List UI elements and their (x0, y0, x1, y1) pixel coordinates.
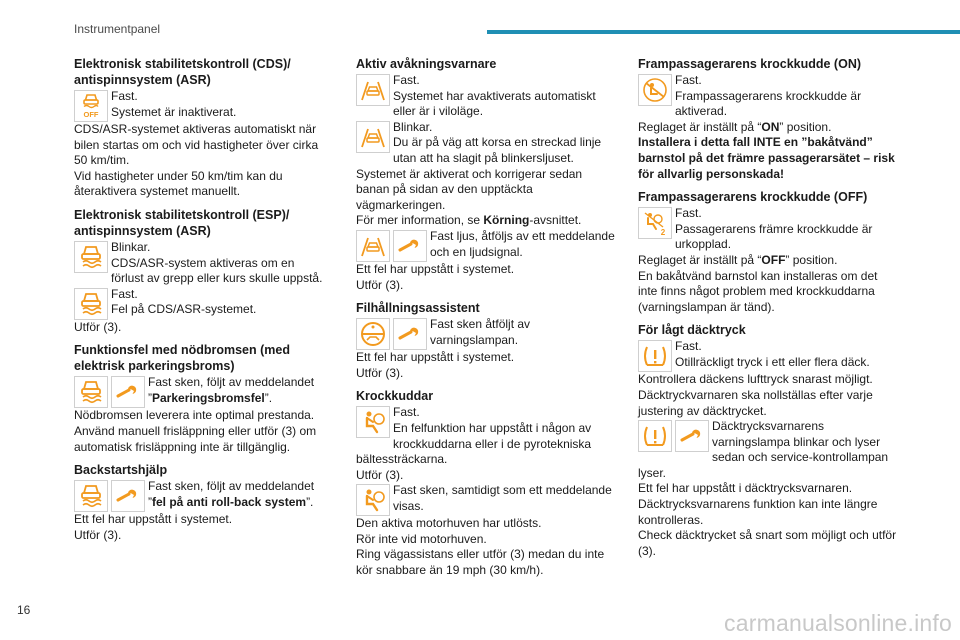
body-text: Utför (3). (356, 365, 404, 380)
section-heading-esp-asr: Elektronisk stabilitetskontroll (ESP)/ antispinnsystem (ASR) (74, 207, 290, 238)
state-text: Fast. (675, 73, 702, 87)
tire-pressure-icon (638, 340, 672, 372)
body-text: Däcktryckvarnaren ska nollställas efter varje justering av däcktrycket. (638, 387, 873, 418)
skid-icon (74, 241, 108, 273)
column-2 (356, 56, 618, 579)
wrench-icon (111, 376, 145, 408)
body-text: Utför (3). (356, 467, 404, 482)
section-heading-emergency-brake: Funktionsfel med nödbromsen (med elektrisk parkeringsbroms) (74, 343, 290, 374)
body-text: Systemet har avaktiverats automatiskt eller är i viloläge. (393, 88, 596, 119)
body-text: Fast ljus, åtföljs av ett meddelande och en ljudsignal. (430, 228, 615, 259)
lane-departure-icon (356, 74, 390, 106)
header-title: Instrumentpanel (74, 22, 161, 36)
body-text: Otillräckligt tryck i ett eller flera däck. (675, 354, 870, 369)
wrench-icon (393, 230, 427, 262)
body-text: Fast sken, följt av meddelandet ”Parkeringsbromsfel”. (148, 375, 315, 405)
body-text: Kontrollera däckens lufttryck snarast möjligt. (638, 372, 873, 387)
section-heading-lane-keeping: Filhållningsassistent (356, 301, 480, 316)
section-heading-lane-departure: Aktiv avåkningsvarnare (356, 57, 497, 71)
body-text: Ett fel har uppstått i systemet. (356, 261, 515, 276)
body-text: Check däcktrycket så snart som möjligt och utför (3). (638, 528, 897, 558)
wrench-icon (675, 420, 709, 452)
body-text: Däcktrycksvarnarens varningslampa blinkar och lyser sedan och service-kontrollampan lyser. (638, 419, 889, 480)
page-number: 16 (17, 603, 31, 617)
body-text: Du är på väg att korsa en streckad linje utan att ha slagit på blinkersljuset. (393, 135, 602, 165)
passenger-airbag-off-icon (638, 207, 672, 239)
skid-icon (74, 480, 108, 512)
state-text: Blinkar. (393, 119, 433, 134)
body-text: Ring vägassistans eller utför (3) medan du inte kör snabbare än 19 mph (30 km/h). (356, 547, 605, 578)
body-text: Fast sken, samtidigt som ett meddelande visas. (393, 483, 612, 513)
steering-wheel-icon (356, 318, 390, 350)
body-text: Den aktiva motorhuven har utlösts. (356, 516, 542, 531)
section-heading-cds-asr: Elektronisk stabilitetskontroll (CDS)/ antispinnsystem (ASR) (74, 57, 291, 87)
body-text: Utför (3). (74, 527, 122, 542)
body-text: Systemet är inaktiverat. (111, 104, 237, 119)
body-text: Fast sken åtföljt av varningslampan. (430, 317, 531, 347)
lane-departure-icon (356, 230, 390, 262)
state-text: Blinkar. (111, 239, 151, 254)
section-heading-hill-start: Backstartshjälp (74, 463, 168, 478)
body-text: Reglaget är inställt på “OFF” position. (638, 252, 838, 267)
body-text: Vid hastigheter under 50 km/tim kan du återaktivera systemet manuellt. (74, 168, 283, 199)
state-text: Fast. (393, 405, 420, 420)
airbag-icon (356, 484, 390, 516)
body-text: Reglaget är inställt på “ON” position. (638, 119, 832, 134)
body-text: Frampassagerarens krockkudde är aktiverad. (675, 88, 862, 119)
body-text: Rör inte vid motorhuven. (356, 531, 487, 546)
tire-pressure-icon (638, 420, 672, 452)
body-text: CDS/ASR-system aktiveras om en förlust av grepp eller kurs skulle uppstå. (111, 255, 323, 286)
state-text: Fast. (111, 286, 138, 301)
state-text: Fast. (111, 89, 138, 103)
body-text: En bakåtvänd barnstol kan installeras om det inte finns något problem med krockkuddarna (varningslampan är tänd). (638, 268, 878, 314)
warning-text: Installera i detta fall INTE en ”bakåtvänd” barnstol på det främre passagerarsätet – risk för allvarlig personskada! (638, 135, 895, 181)
body-text: Passagerarens främre krockkudde är urkopplad. (675, 221, 873, 252)
body-text: Däcktrycksvarnarens funktion kan inte längre kontrolleras. (638, 497, 878, 527)
header-accent-bar (487, 30, 960, 34)
body-text: Nödbromsen leverera inte optimal prestanda. Använd manuell frisläppning eller utför (3) om automatisk frisläppning inte är tillgänglig. (74, 408, 317, 454)
body-text: Systemet är aktiverat och korrigerar sedan banan på sidan av den upptäckta vägmarkeringen. (356, 166, 583, 212)
column-1 (74, 56, 326, 543)
state-text: Fast. (675, 206, 702, 221)
section-heading-passenger-airbag-on: Frampassagerarens krockkudde (ON) (638, 57, 862, 71)
passenger-airbag-on-icon (638, 74, 672, 106)
body-text: Utför (3). (356, 277, 404, 292)
body-text: För mer information, se Körning-avsnittet. (356, 213, 582, 228)
wrench-icon (393, 318, 427, 350)
body-text: Fast sken, följt av meddelandet ”fel på anti roll-back system”. (148, 479, 315, 509)
state-text: Fast. (675, 339, 702, 354)
section-heading-airbags: Krockkuddar (356, 389, 434, 404)
column-3 (638, 56, 900, 559)
state-text: Fast. (393, 73, 420, 87)
body-text: Ett fel har uppstått i däcktrycksvarnaren. (638, 481, 853, 496)
section-heading-low-tire-pressure: För lågt däcktryck (638, 323, 746, 338)
skid-icon (74, 376, 108, 408)
body-text: En felfunktion har uppstått i någon av krockkuddarna eller i de pyrotekniska bältessträckarna. (356, 420, 592, 467)
airbag-icon (356, 406, 390, 438)
body-text: CDS/ASR-systemet aktiveras automatiskt när bilen startas om och vid hastigheter över cirka 50 km/tim. (74, 122, 319, 168)
watermark: carmanualsonline.info (724, 610, 952, 636)
lane-departure-icon (356, 121, 390, 153)
body-text: Ett fel har uppstått i systemet. (74, 512, 233, 527)
body-text: Ett fel har uppstått i systemet. (356, 350, 515, 365)
section-heading-passenger-airbag-off: Frampassagerarens krockkudde (OFF) (638, 190, 868, 205)
wrench-icon (111, 480, 145, 512)
skid-off-icon (74, 90, 108, 122)
skid-icon (74, 288, 108, 320)
body-text: Fel på CDS/ASR-systemet. (111, 302, 257, 317)
body-text: Utför (3). (74, 319, 122, 334)
